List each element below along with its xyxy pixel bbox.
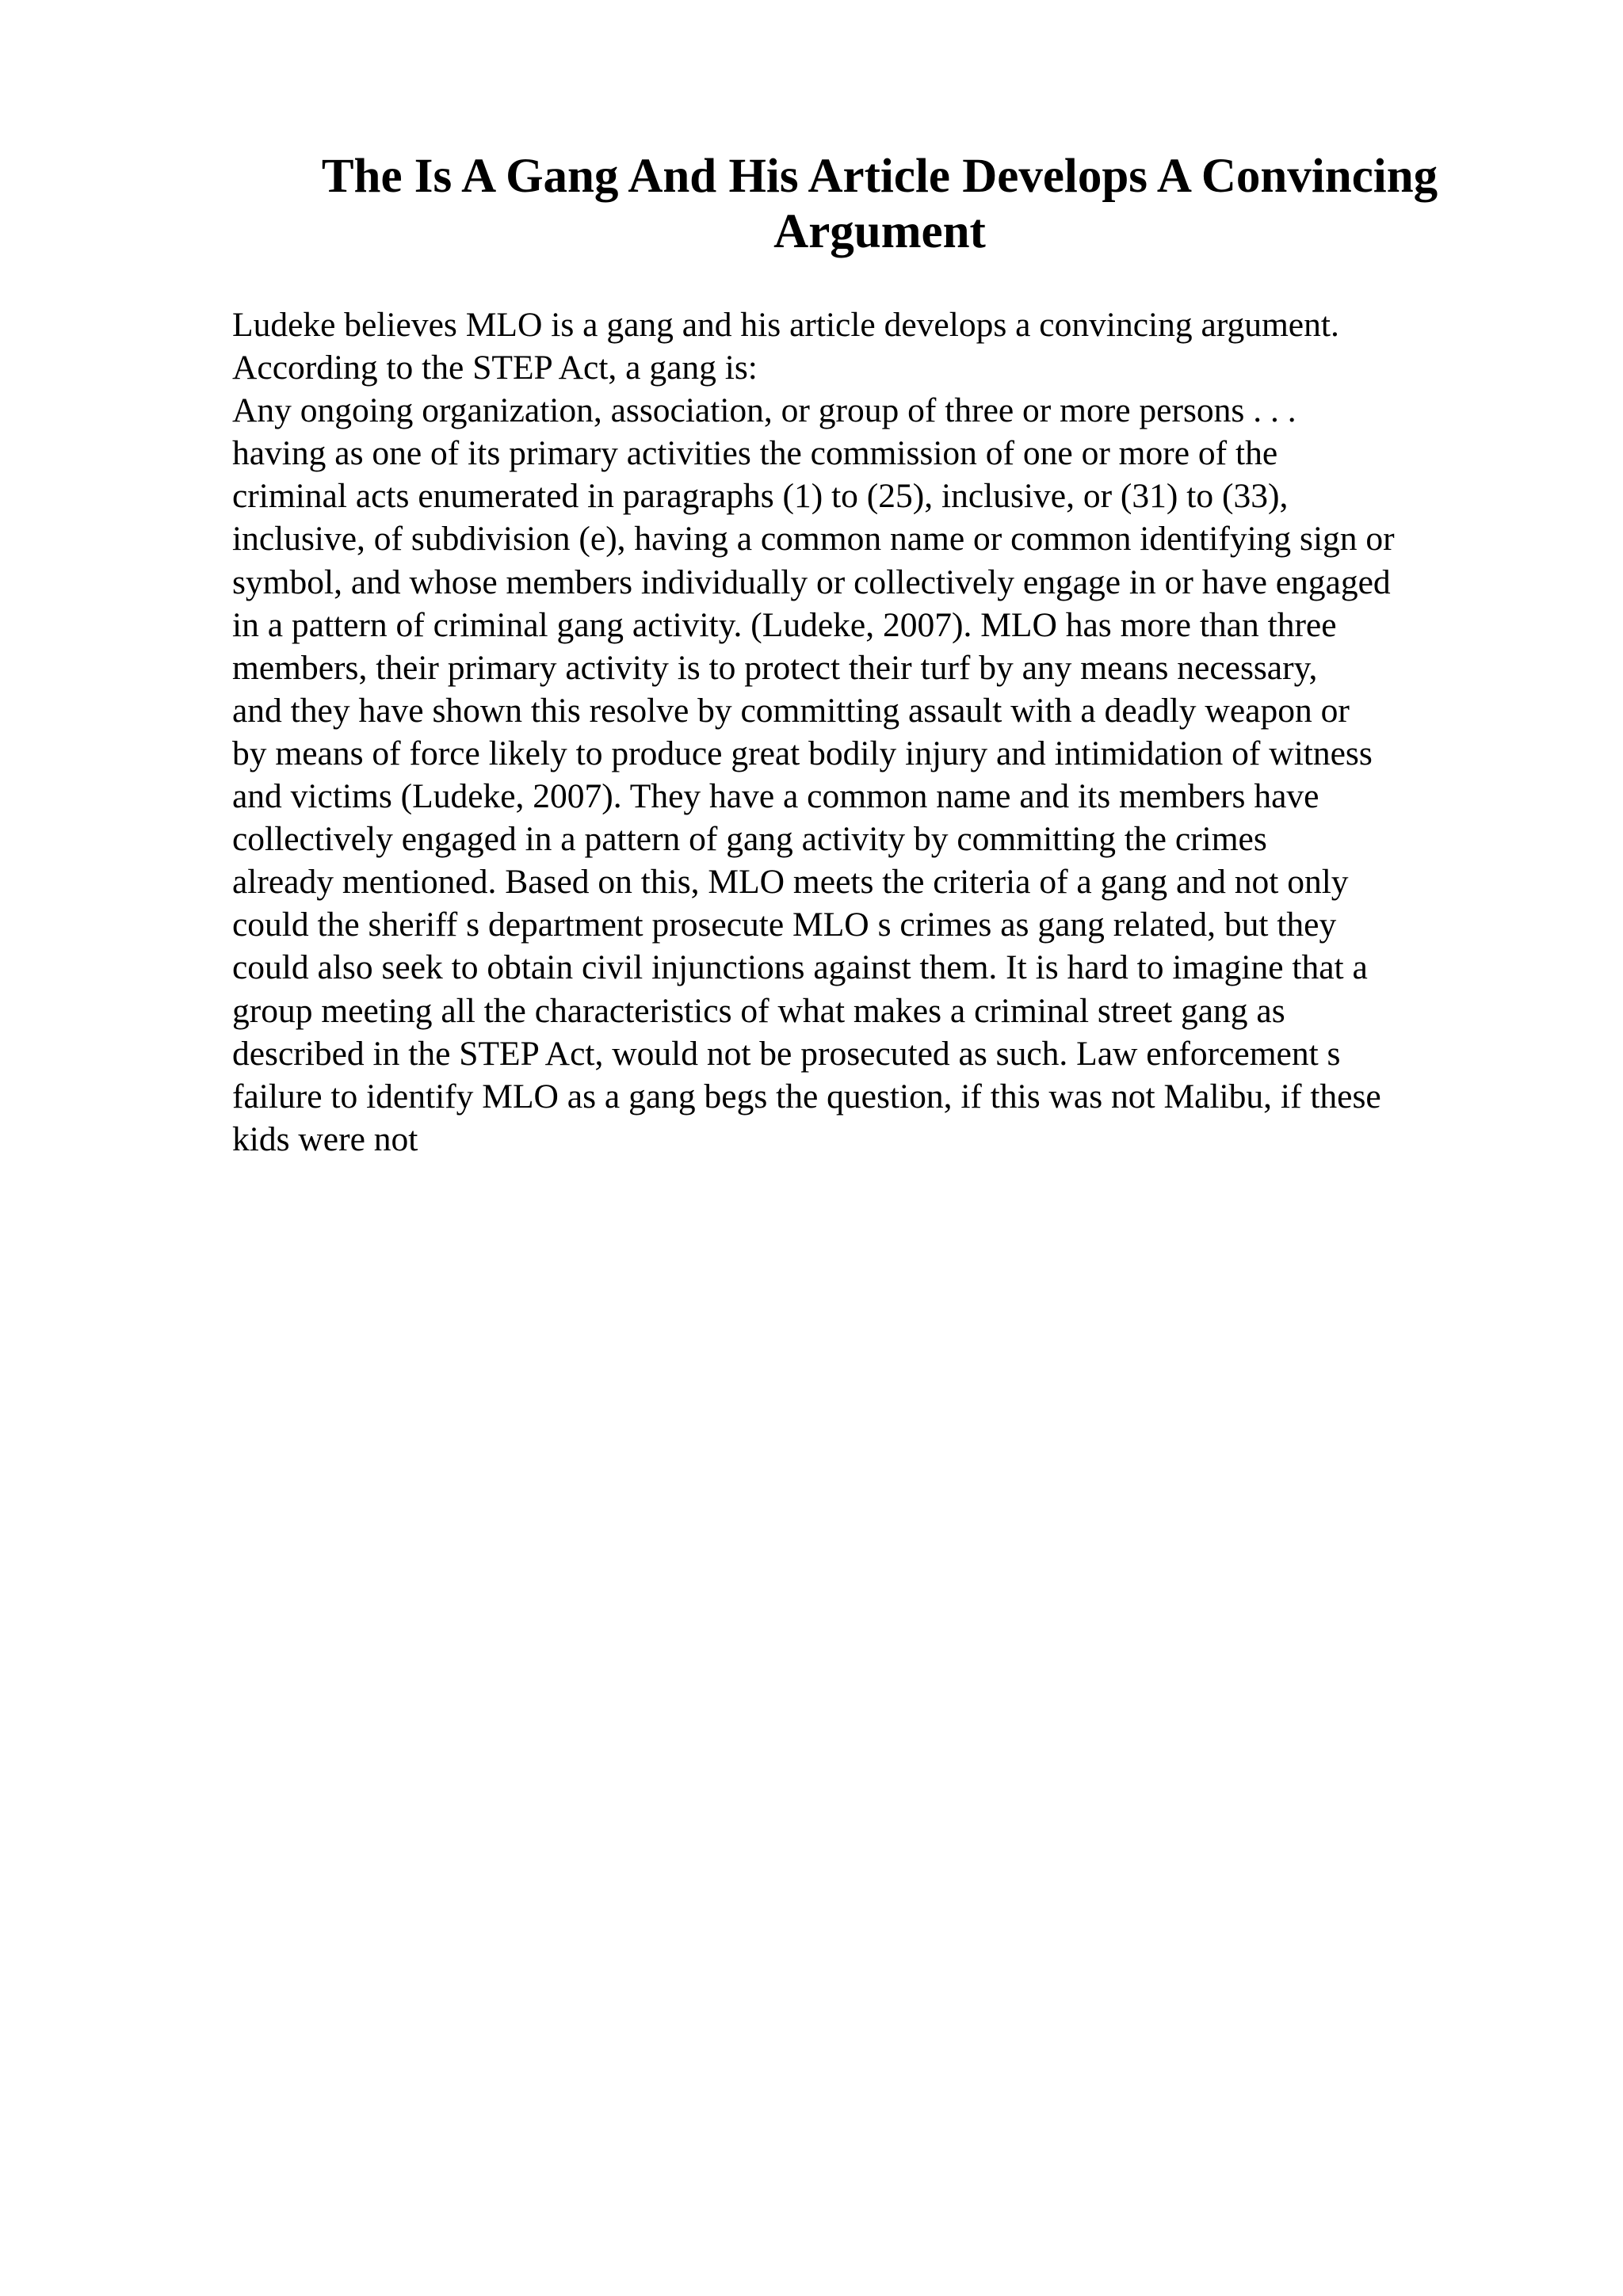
body-line: could also seek to obtain civil injunctions against them. It is hard to imagine that a — [232, 948, 1368, 987]
body-line: could the sheriff s department prosecute MLO s crimes as gang related, but they — [232, 906, 1337, 944]
body-line: members, their primary activity is to protect their turf by any means necessary, — [232, 648, 1318, 687]
body-line: According to the STEP Act, a gang is: — [232, 349, 758, 387]
body-line: by means of force likely to produce great bodily injury and intimidation of witness — [232, 734, 1373, 772]
body-line: already mentioned. Based on this, MLO meets the criteria of a gang and not only — [232, 863, 1349, 902]
title-line-2: Argument — [773, 205, 986, 258]
body-line: criminal acts enumerated in paragraphs (1) to (25), inclusive, or (31) to (33), — [232, 477, 1289, 516]
body-line: inclusive, of subdivision (e), having a common name or common identifying sign or — [232, 520, 1395, 559]
document-body — [232, 303, 1500, 1161]
body-line: and victims (Ludeke, 2007). They have a common name and its members have — [232, 777, 1319, 816]
body-line: group meeting all the characteristics of what makes a criminal street gang as — [232, 991, 1285, 1030]
body-line: having as one of its primary activities the commission of one or more of the — [232, 434, 1278, 473]
body-line: kids were not — [232, 1119, 418, 1158]
body-line: symbol, and whose members individually or collectively engage in or have engaged — [232, 563, 1391, 601]
body-line: failure to identify MLO as a gang begs the question, if this was not Malibu, if these — [232, 1077, 1381, 1116]
title-line-1: The Is A Gang And His Article Develops A Convincing — [321, 150, 1438, 203]
body-line: collectively engaged in a pattern of gang activity by committing the crimes — [232, 820, 1267, 859]
body-line: Any ongoing organization, association, or group of three or more persons . . . — [232, 391, 1296, 430]
body-line: and they have shown this resolve by committing assault with a deadly weapon or — [232, 691, 1350, 730]
document-title — [285, 149, 1474, 260]
body-line: described in the STEP Act, would not be prosecuted as such. Law enforcement s — [232, 1034, 1341, 1073]
body-line: Ludeke believes MLO is a gang and his article develops a convincing argument. — [232, 306, 1339, 344]
body-line: in a pattern of criminal gang activity. (Ludeke, 2007). MLO has more than three — [232, 605, 1337, 644]
